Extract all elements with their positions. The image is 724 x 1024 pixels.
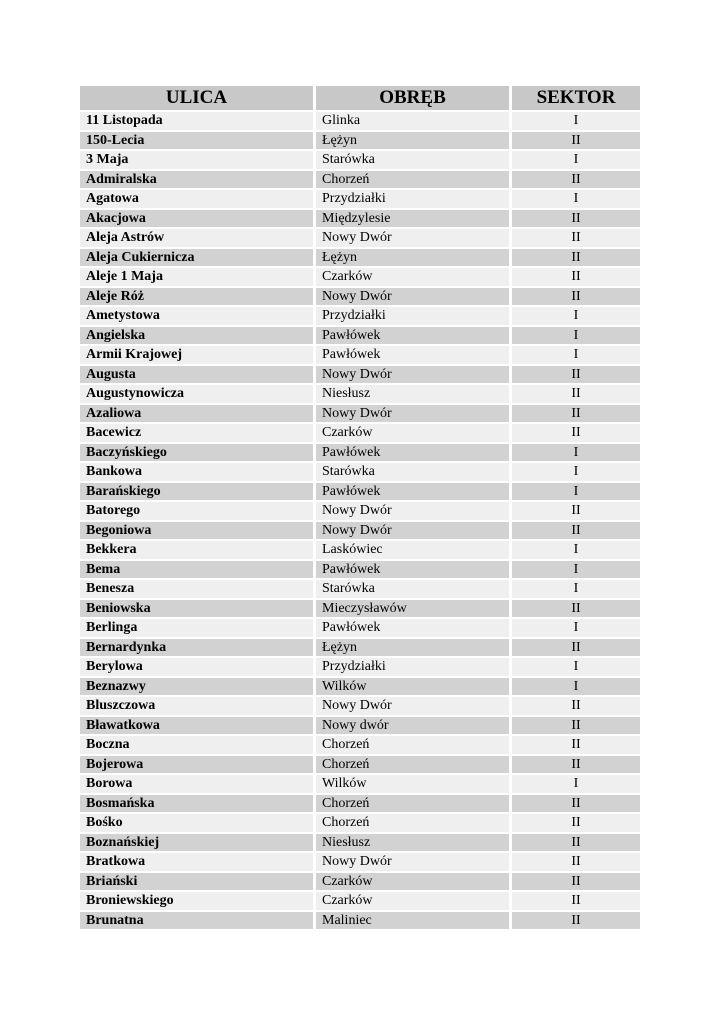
street-cell: Berylowa: [80, 658, 316, 678]
table-row: [80, 912, 640, 932]
sector-cell: II: [512, 756, 640, 776]
sector-cell: I: [512, 151, 640, 171]
header-obreb: OBRĘB: [316, 86, 512, 112]
district-cell: Łężyn: [316, 249, 512, 269]
table-row: [80, 171, 640, 191]
table-row: [80, 307, 640, 327]
district-cell: Pawłówek: [316, 444, 512, 464]
street-cell: Admiralska: [80, 171, 316, 191]
table-row: [80, 112, 640, 132]
sector-cell: II: [512, 795, 640, 815]
table-row: [80, 619, 640, 639]
street-cell: 3 Maja: [80, 151, 316, 171]
district-cell: Niesłusz: [316, 385, 512, 405]
district-cell: Wilków: [316, 678, 512, 698]
street-cell: Borowa: [80, 775, 316, 795]
district-cell: Laskówiec: [316, 541, 512, 561]
sector-cell: I: [512, 112, 640, 132]
district-cell: Chorzeń: [316, 171, 512, 191]
sector-cell: II: [512, 132, 640, 152]
table-header: [80, 86, 640, 112]
table-row: [80, 639, 640, 659]
district-cell: Czarków: [316, 873, 512, 893]
table-row: [80, 132, 640, 152]
sector-cell: I: [512, 658, 640, 678]
street-cell: Berlinga: [80, 619, 316, 639]
table-row: [80, 736, 640, 756]
street-cell: Bośko: [80, 814, 316, 834]
table-row: [80, 268, 640, 288]
district-cell: Pawłówek: [316, 346, 512, 366]
sector-cell: II: [512, 853, 640, 873]
street-cell: Baczyńskiego: [80, 444, 316, 464]
street-cell: Bekkera: [80, 541, 316, 561]
table-row: [80, 814, 640, 834]
street-cell: Brunatna: [80, 912, 316, 932]
table-row: [80, 288, 640, 308]
district-cell: Maliniec: [316, 912, 512, 932]
street-cell: 150-Lecia: [80, 132, 316, 152]
table-row: [80, 580, 640, 600]
street-cell: Aleja Astrów: [80, 229, 316, 249]
district-cell: Przydziałki: [316, 190, 512, 210]
header-row: [80, 86, 640, 112]
street-cell: Aleje Róż: [80, 288, 316, 308]
table-row: [80, 775, 640, 795]
district-cell: Starówka: [316, 151, 512, 171]
district-cell: Chorzeń: [316, 736, 512, 756]
district-cell: Międzylesie: [316, 210, 512, 230]
street-cell: Ametystowa: [80, 307, 316, 327]
sector-cell: II: [512, 268, 640, 288]
street-cell: Batorego: [80, 502, 316, 522]
sector-cell: I: [512, 483, 640, 503]
table-row: [80, 502, 640, 522]
table-row: [80, 522, 640, 542]
sector-cell: II: [512, 171, 640, 191]
sector-cell: II: [512, 405, 640, 425]
table-row: [80, 853, 640, 873]
sector-cell: I: [512, 678, 640, 698]
street-cell: Augusta: [80, 366, 316, 386]
table-row: [80, 210, 640, 230]
sector-cell: I: [512, 307, 640, 327]
sector-cell: II: [512, 522, 640, 542]
sector-cell: II: [512, 288, 640, 308]
district-cell: Nowy Dwór: [316, 405, 512, 425]
street-cell: Bluszczowa: [80, 697, 316, 717]
sector-cell: II: [512, 697, 640, 717]
street-cell: Aleja Cukiernicza: [80, 249, 316, 269]
street-cell: Bacewicz: [80, 424, 316, 444]
sector-cell: I: [512, 444, 640, 464]
district-cell: Przydziałki: [316, 658, 512, 678]
table-row: [80, 561, 640, 581]
district-cell: Łężyn: [316, 132, 512, 152]
table-row: [80, 346, 640, 366]
table-row: [80, 483, 640, 503]
sector-cell: II: [512, 600, 640, 620]
table-row: [80, 756, 640, 776]
district-cell: Mieczysławów: [316, 600, 512, 620]
sector-cell: I: [512, 346, 640, 366]
street-cell: Benesza: [80, 580, 316, 600]
street-cell: Boznańskiej: [80, 834, 316, 854]
street-cell: Beznazwy: [80, 678, 316, 698]
table-row: [80, 678, 640, 698]
district-cell: Nowy Dwór: [316, 366, 512, 386]
district-cell: Nowy Dwór: [316, 853, 512, 873]
sector-cell: I: [512, 541, 640, 561]
header-sektor: SEKTOR: [512, 86, 640, 112]
street-cell: Bernardynka: [80, 639, 316, 659]
table-row: [80, 405, 640, 425]
street-cell: Boczna: [80, 736, 316, 756]
sector-cell: I: [512, 580, 640, 600]
sector-cell: II: [512, 385, 640, 405]
table-row: [80, 190, 640, 210]
sector-cell: II: [512, 249, 640, 269]
district-cell: Nowy Dwór: [316, 229, 512, 249]
sector-cell: I: [512, 190, 640, 210]
district-cell: Nowy dwór: [316, 717, 512, 737]
sector-cell: II: [512, 717, 640, 737]
table-row: [80, 697, 640, 717]
street-cell: Begoniowa: [80, 522, 316, 542]
table-row: [80, 834, 640, 854]
district-cell: Pawłówek: [316, 619, 512, 639]
table-row: [80, 873, 640, 893]
sector-cell: II: [512, 229, 640, 249]
sector-cell: II: [512, 366, 640, 386]
sector-cell: I: [512, 561, 640, 581]
street-cell: Bojerowa: [80, 756, 316, 776]
district-cell: Pawłówek: [316, 483, 512, 503]
district-cell: Niesłusz: [316, 834, 512, 854]
street-sector-table: [80, 86, 640, 931]
street-cell: Angielska: [80, 327, 316, 347]
table-row: [80, 795, 640, 815]
district-cell: Pawłówek: [316, 561, 512, 581]
street-cell: Briański: [80, 873, 316, 893]
sector-cell: I: [512, 775, 640, 795]
district-cell: Starówka: [316, 463, 512, 483]
street-cell: Aleje 1 Maja: [80, 268, 316, 288]
sector-cell: I: [512, 327, 640, 347]
table-row: [80, 541, 640, 561]
sector-cell: II: [512, 502, 640, 522]
street-cell: Akacjowa: [80, 210, 316, 230]
district-cell: Czarków: [316, 424, 512, 444]
street-cell: Bratkowa: [80, 853, 316, 873]
sector-cell: II: [512, 639, 640, 659]
street-cell: Armii Krajowej: [80, 346, 316, 366]
district-cell: Wilków: [316, 775, 512, 795]
street-cell: Bosmańska: [80, 795, 316, 815]
table-row: [80, 327, 640, 347]
district-cell: Czarków: [316, 892, 512, 912]
table-row: [80, 600, 640, 620]
street-cell: Broniewskiego: [80, 892, 316, 912]
table-row: [80, 658, 640, 678]
sector-cell: II: [512, 912, 640, 932]
district-cell: Chorzeń: [316, 756, 512, 776]
district-cell: Nowy Dwór: [316, 522, 512, 542]
district-cell: Nowy Dwór: [316, 288, 512, 308]
sector-cell: II: [512, 424, 640, 444]
district-cell: Przydziałki: [316, 307, 512, 327]
district-cell: Starówka: [316, 580, 512, 600]
street-cell: Bema: [80, 561, 316, 581]
street-cell: Barańskiego: [80, 483, 316, 503]
table-row: [80, 463, 640, 483]
district-cell: Chorzeń: [316, 814, 512, 834]
sector-cell: II: [512, 892, 640, 912]
sector-cell: I: [512, 619, 640, 639]
header-ulica: ULICA: [80, 86, 316, 112]
street-cell: Augustynowicza: [80, 385, 316, 405]
table-row: [80, 249, 640, 269]
street-cell: Agatowa: [80, 190, 316, 210]
sector-cell: I: [512, 463, 640, 483]
district-cell: Pawłówek: [316, 327, 512, 347]
table-body: [80, 112, 640, 931]
street-cell: Bławatkowa: [80, 717, 316, 737]
street-cell: Azaliowa: [80, 405, 316, 425]
district-cell: Nowy Dwór: [316, 697, 512, 717]
district-cell: Glinka: [316, 112, 512, 132]
table-row: [80, 892, 640, 912]
table-row: [80, 385, 640, 405]
district-cell: Łężyn: [316, 639, 512, 659]
district-cell: Chorzeń: [316, 795, 512, 815]
street-cell: 11 Listopada: [80, 112, 316, 132]
table-row: [80, 717, 640, 737]
table-row: [80, 424, 640, 444]
district-cell: Czarków: [316, 268, 512, 288]
table-row: [80, 229, 640, 249]
district-cell: Nowy Dwór: [316, 502, 512, 522]
sector-cell: II: [512, 873, 640, 893]
table-row: [80, 151, 640, 171]
street-cell: Beniowska: [80, 600, 316, 620]
sector-cell: II: [512, 814, 640, 834]
street-cell: Bankowa: [80, 463, 316, 483]
table-row: [80, 366, 640, 386]
sector-cell: II: [512, 736, 640, 756]
sector-cell: II: [512, 834, 640, 854]
sector-cell: II: [512, 210, 640, 230]
table-row: [80, 444, 640, 464]
